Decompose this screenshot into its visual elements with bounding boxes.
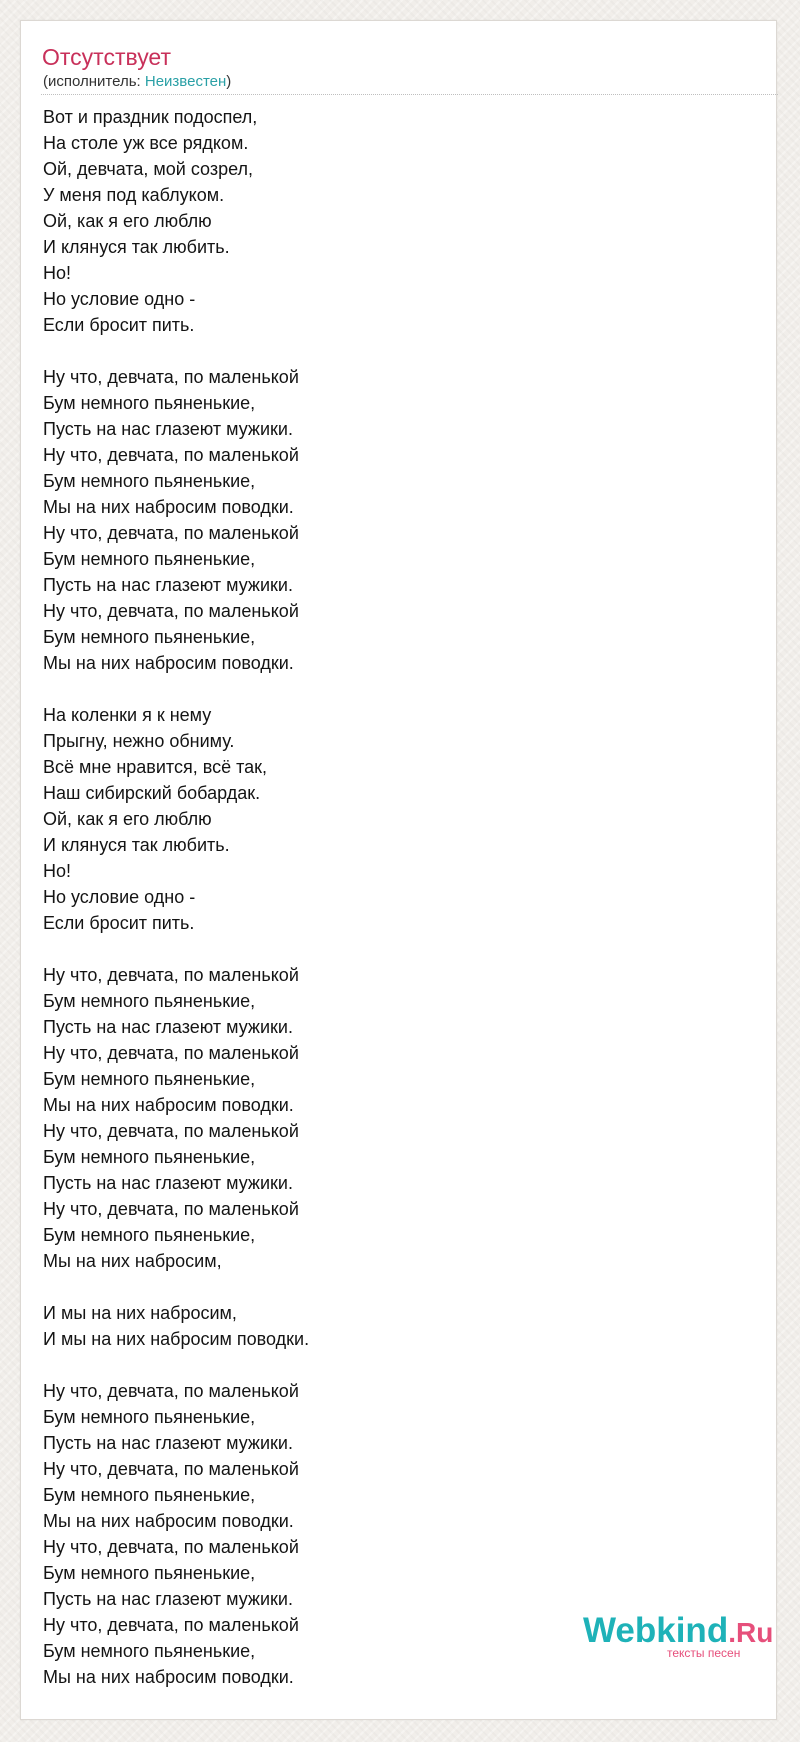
lyrics-line: Ну что, девчата, по маленькой xyxy=(43,523,299,543)
lyrics-line: И мы на них набросим, xyxy=(43,1303,237,1323)
lyrics-stanza xyxy=(43,364,743,676)
lyrics-line: Мы на них набросим поводки. xyxy=(43,1667,294,1687)
lyrics-line: Бум немного пьяненькие, xyxy=(43,471,256,491)
lyrics-line: Ну что, девчата, по маленькой xyxy=(43,1043,299,1063)
lyrics-line: Ну что, девчата, по маленькой xyxy=(43,601,299,621)
divider xyxy=(41,94,778,95)
lyrics-line: Всё мне нравится, всё так, xyxy=(43,757,268,777)
artist-link[interactable]: Неизвестен xyxy=(144,73,227,90)
lyrics-line: Мы на них набросим поводки. xyxy=(43,653,294,673)
lyrics-line: Ну что, девчата, по маленькой xyxy=(43,1615,299,1635)
webkind-logo[interactable] xyxy=(583,1611,773,1661)
lyrics-line: Бум немного пьяненькие, xyxy=(43,393,256,413)
lyrics-line: И мы на них набросим поводки. xyxy=(43,1329,310,1349)
lyrics-line: Ну что, девчата, по маленькой xyxy=(43,367,299,387)
lyrics-line: Но! xyxy=(43,861,72,881)
lyrics-line: Прыгну, нежно обниму. xyxy=(43,731,235,751)
lyrics-line: Ну что, девчата, по маленькой xyxy=(43,1381,299,1401)
lyrics-line: На столе уж все рядком. xyxy=(43,133,249,153)
lyrics-line: Бум немного пьяненькие, xyxy=(43,1407,256,1427)
lyrics-stanza xyxy=(43,962,743,1274)
logo-tld: .Ru xyxy=(728,1617,774,1648)
logo-tagline: тексты песен xyxy=(667,1646,741,1660)
song-title: Отсутствует xyxy=(42,44,171,70)
artist-suffix: ) xyxy=(226,73,232,90)
lyrics-line: Пусть на нас глазеют мужики. xyxy=(43,419,293,439)
lyrics-line: Ну что, девчата, по маленькой xyxy=(43,1459,299,1479)
lyrics-line: И клянуся так любить. xyxy=(43,835,230,855)
lyrics-line: Бум немного пьяненькие, xyxy=(43,1069,256,1089)
lyrics-line: Ну что, девчата, по маленькой xyxy=(43,1199,299,1219)
lyrics-line: Пусть на нас глазеют мужики. xyxy=(43,1173,293,1193)
lyrics-line: Пусть на нас глазеют мужики. xyxy=(43,1589,293,1609)
lyrics-line: Пусть на нас глазеют мужики. xyxy=(43,575,293,595)
lyrics-line: Ну что, девчата, по маленькой xyxy=(43,1537,299,1557)
lyrics-line: Если бросит пить. xyxy=(43,913,195,933)
lyrics-line: Мы на них набросим, xyxy=(43,1251,222,1271)
lyrics-line: Ну что, девчата, по маленькой xyxy=(43,1121,299,1141)
artist-line xyxy=(43,73,231,91)
lyrics-line: Наш сибирский бобардак. xyxy=(43,783,261,803)
lyrics-line: Бум немного пьяненькие, xyxy=(43,1147,256,1167)
lyrics-text xyxy=(43,104,743,1716)
lyrics-line: На коленки я к нему xyxy=(43,705,212,725)
logo-main-text: Webkind xyxy=(583,1611,729,1650)
lyrics-line: Ой, как я его люблю xyxy=(43,809,212,829)
lyrics-line: Ой, как я его люблю xyxy=(43,211,212,231)
lyrics-line: И клянуся так любить. xyxy=(43,237,230,257)
lyrics-line: Бум немного пьяненькие, xyxy=(43,1485,256,1505)
lyrics-line: Бум немного пьяненькие, xyxy=(43,1641,256,1661)
lyrics-line: Бум немного пьяненькие, xyxy=(43,1225,256,1245)
lyrics-line: Пусть на нас глазеют мужики. xyxy=(43,1017,293,1037)
lyrics-line: Ну что, девчата, по маленькой xyxy=(43,445,299,465)
lyrics-line: Но условие одно - xyxy=(43,887,196,907)
lyrics-line: Ну что, девчата, по маленькой xyxy=(43,965,299,985)
artist-prefix: (исполнитель: xyxy=(43,73,145,90)
lyrics-stanza xyxy=(43,104,743,338)
lyrics-line: Ой, девчата, мой созрел, xyxy=(43,159,254,179)
lyrics-line: Пусть на нас глазеют мужики. xyxy=(43,1433,293,1453)
lyrics-line: Мы на них набросим поводки. xyxy=(43,497,294,517)
lyrics-line: Бум немного пьяненькие, xyxy=(43,627,256,647)
lyrics-stanza xyxy=(43,1300,743,1352)
lyrics-stanza xyxy=(43,702,743,936)
lyrics-line: Но! xyxy=(43,263,72,283)
lyrics-line: Бум немного пьяненькие, xyxy=(43,1563,256,1583)
lyrics-line: Если бросит пить. xyxy=(43,315,195,335)
lyrics-line: Мы на них набросим поводки. xyxy=(43,1095,294,1115)
lyrics-line: Но условие одно - xyxy=(43,289,196,309)
lyrics-line: Мы на них набросим поводки. xyxy=(43,1511,294,1531)
lyrics-line: Вот и праздник подоспел, xyxy=(43,107,258,127)
lyrics-line: Бум немного пьяненькие, xyxy=(43,991,256,1011)
lyrics-card xyxy=(20,20,777,1720)
lyrics-line: У меня под каблуком. xyxy=(43,185,225,205)
lyrics-line: Бум немного пьяненькие, xyxy=(43,549,256,569)
